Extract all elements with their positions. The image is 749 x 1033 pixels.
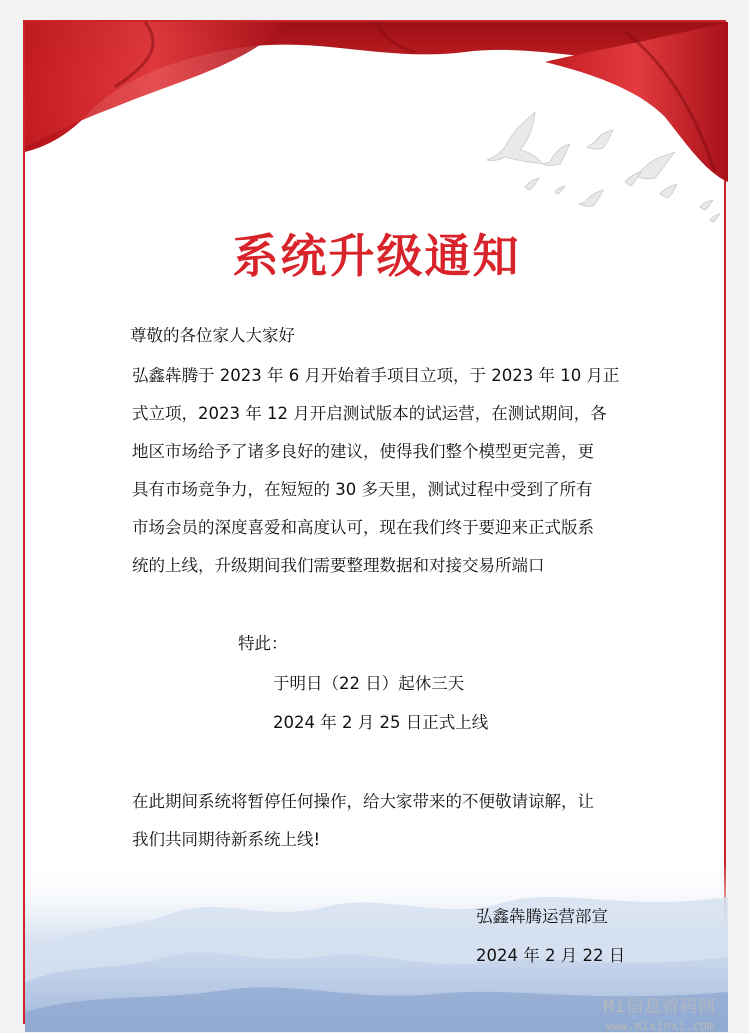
body-line: 具有市场竞争力，在短短的 30 多天里，测试过程中受到了所有 xyxy=(132,480,593,499)
closing-line: 我们共同期待新系统上线! xyxy=(132,830,321,849)
watermark xyxy=(580,992,740,1033)
closing-line: 在此期间系统将暂停任何操作，给大家带来的不便敬请谅解，让 xyxy=(132,792,594,811)
notice-page xyxy=(23,20,726,1033)
date: 2024 年 2 月 22 日 xyxy=(476,946,626,965)
body-line: 统的上线，升级期间我们需要整理数据和对接交易所端口 xyxy=(132,556,545,575)
notice-title: 系统升级通知 xyxy=(232,229,521,283)
special-label: 特此： xyxy=(238,634,288,653)
notice-item: 2024 年 2 月 25 日正式上线 xyxy=(273,713,489,732)
body-line: 弘鑫犇腾于 2023 年 6 月开始着手项目立项，于 2023 年 10 月正 xyxy=(132,366,620,385)
body-line: 市场会员的深度喜爱和高度认可，现在我们终于要迎来正式版系 xyxy=(132,518,594,537)
greeting: 尊敬的各位家人大家好 xyxy=(130,326,295,345)
signature: 弘鑫犇腾运营部宣 xyxy=(476,907,608,926)
flying-doves-image xyxy=(465,102,725,232)
body-line: 式立项，2023 年 12 月开启测试版本的试运营，在测试期间，各 xyxy=(132,404,607,423)
notice-item: 于明日（22 日）起休三天 xyxy=(273,674,465,693)
watermark-url: www.mixinxi.com xyxy=(605,1019,715,1033)
body-line: 地区市场给予了诸多良好的建议，使得我们整个模型更完善，更 xyxy=(132,442,594,461)
watermark-title: Mi信息首码网 xyxy=(603,997,717,1017)
